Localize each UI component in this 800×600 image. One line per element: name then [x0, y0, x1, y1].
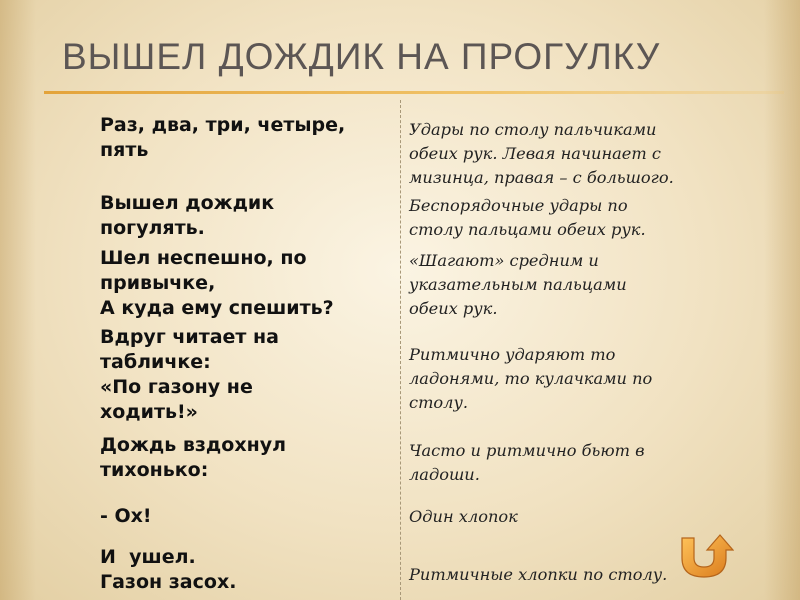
action-text-4: Ритмично ударяют то ладонями, то кулачками по столу.: [409, 345, 653, 412]
title-underline: [44, 91, 784, 94]
column-divider: [400, 100, 401, 600]
u-turn-arrow-icon[interactable]: [676, 532, 734, 582]
poem-lines-2: Вышел дождик погулять.: [100, 192, 275, 239]
action-text-7: Ритмичные хлопки по столу.: [409, 565, 668, 584]
slide-frame-left: [0, 0, 36, 600]
poem-lines-3: Шел неспешно, по привычке, А куда ему спешить?: [100, 247, 334, 319]
poem-lines-6: - Ох!: [100, 505, 152, 527]
action-text-6: Один хлопок: [409, 507, 518, 526]
poem-lines-4: Вдруг читает на табличке: «По газону не ходить!»: [100, 326, 280, 423]
slide-title: ВЫШЕЛ ДОЖДИК НА ПРОГУЛКУ: [62, 36, 661, 77]
poem-lines-7: И ушел. Газон засох.: [100, 546, 237, 593]
poem-lines-1: Раз, два, три, четыре, пять: [100, 114, 346, 161]
action-text-5: Часто и ритмично бьют в ладоши.: [409, 441, 645, 484]
slide-frame-right: [764, 0, 800, 600]
poem-lines-5: Дождь вздохнул тихонько:: [100, 434, 287, 481]
action-text-2: Беспорядочные удары по столу пальцами обеих рук.: [409, 196, 646, 239]
action-text-3: «Шагают» средним и указательным пальцами обеих рук.: [409, 251, 627, 318]
action-text-1: Удары по столу пальчиками обеих рук. Левая начинает с мизинца, правая – с большого.: [409, 120, 674, 187]
